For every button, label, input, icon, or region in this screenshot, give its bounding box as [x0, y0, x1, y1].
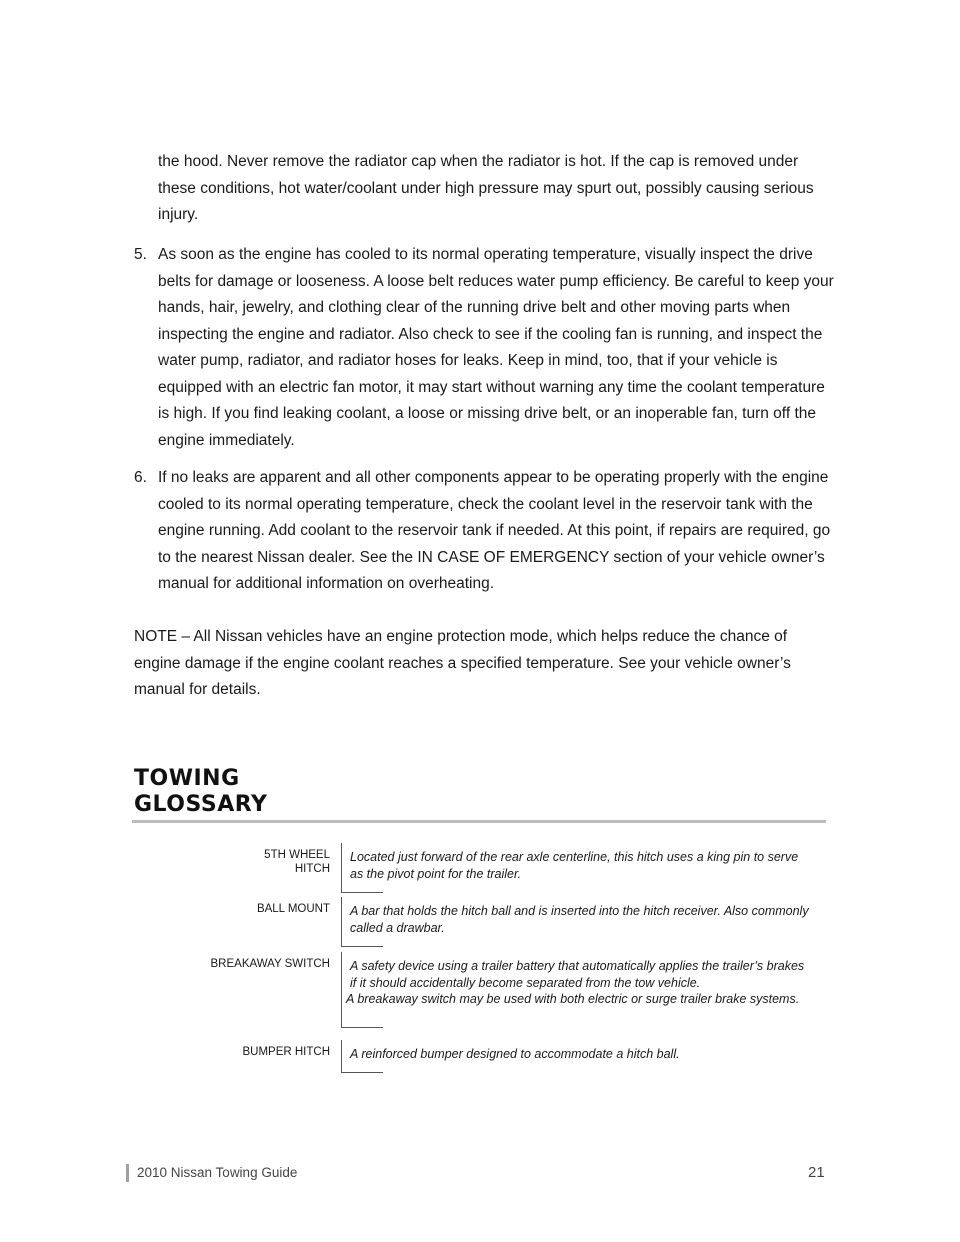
- footer-accent-bar: [126, 1164, 129, 1182]
- definition-rule: [341, 1072, 383, 1073]
- glossary-definition: [341, 903, 811, 936]
- term-line: HITCH: [294, 863, 330, 875]
- glossary-definition: [341, 1046, 811, 1063]
- footer-title: 2010 Nissan Towing Guide: [137, 1165, 298, 1180]
- definition-rule: [341, 1027, 383, 1028]
- definition-bracket: [341, 1040, 342, 1073]
- definition-text: A reinforced bumper designed to accommodate a hitch ball.: [350, 1047, 680, 1061]
- term-line: BUMPER HITCH: [242, 1046, 330, 1058]
- section-title: [134, 766, 267, 818]
- glossary-term: [257, 902, 330, 916]
- term-line: BALL MOUNT: [256, 903, 330, 915]
- list-item-5: [134, 242, 834, 454]
- definition-rule: [341, 892, 383, 893]
- definition-text: A breakaway switch may be used with both electric or surge trailer brake systems.: [346, 992, 800, 1006]
- glossary-definition: [341, 958, 811, 1008]
- glossary-term: [264, 848, 330, 876]
- definition-rule: [341, 946, 383, 947]
- note-text: All Nissan vehicles have an engine protection mode, which helps reduce the chance of engine damage if the engine coolant reaches a specified temperature. See your vehicle owner’s manual for details.: [134, 628, 791, 698]
- page-number: 21: [808, 1164, 825, 1181]
- term-line: BREAKAWAY SWITCH: [210, 958, 330, 970]
- list-item-6: [134, 465, 834, 598]
- glossary-term: [242, 1045, 330, 1059]
- note-paragraph: [134, 624, 834, 704]
- definition-bracket: [341, 952, 342, 1028]
- section-title-line1: TOWING: [134, 766, 240, 791]
- list-number: 5.: [134, 246, 147, 263]
- definition-text: Located just forward of the rear axle centerline, this hitch uses a king pin to serve as the pivot point for the trailer.: [350, 850, 799, 881]
- list-item-text: As soon as the engine has cooled to its normal operating temperature, visually inspect the drive belts for damage or looseness. A loose belt reduces water pump efficiency. Be careful to keep your hands, hair, jewelry, and clothing clear of the running drive belt and other moving parts when inspecting the engine and radiator. Also check to see if the cooling fan is running, and inspect the water pump, radiator, and radiator hoses for leaks. Keep in mind, too, that if your vehicle is equipped with an electric fan motor, it may start without warning any time the coolant temperature is high. If you find leaking coolant, a loose or missing drive belt, or an inoperable fan, turn off the engine immediately.: [158, 246, 834, 449]
- definition-text: A bar that holds the hitch ball and is inserted into the hitch receiver. Also commonly called a drawbar.: [350, 904, 809, 935]
- note-label: NOTE –: [134, 628, 190, 645]
- term-line: 5TH WHEEL: [264, 849, 330, 861]
- glossary-definition: [341, 849, 811, 882]
- title-divider: [132, 820, 826, 823]
- section-title-line2: GLOSSARY: [134, 792, 268, 817]
- list-number: 6.: [134, 469, 147, 486]
- list-item-text: If no leaks are apparent and all other components appear to be operating properly with the engine cooled to its normal operating temperature, check the coolant level in the reservoir tank with the engine running. Add coolant to the reservoir tank if needed. At this point, if repairs are required, go to the nearest Nissan dealer. See the IN CASE OF EMERGENCY section of your vehicle owner’s manual for additional information on overheating.: [158, 469, 831, 592]
- definition-text: A safety device using a trailer battery that automatically applies the trailer’s brakes if it should accidentally become separated from the tow vehicle.: [350, 959, 805, 990]
- definition-bracket: [341, 897, 342, 947]
- glossary-term: [211, 957, 331, 971]
- continuation-paragraph: the hood. Never remove the radiator cap when the radiator is hot. If the cap is removed under these conditions, hot water/coolant under high pressure may spurt out, possibly causing serious injury.: [158, 153, 814, 223]
- definition-bracket: [341, 843, 342, 893]
